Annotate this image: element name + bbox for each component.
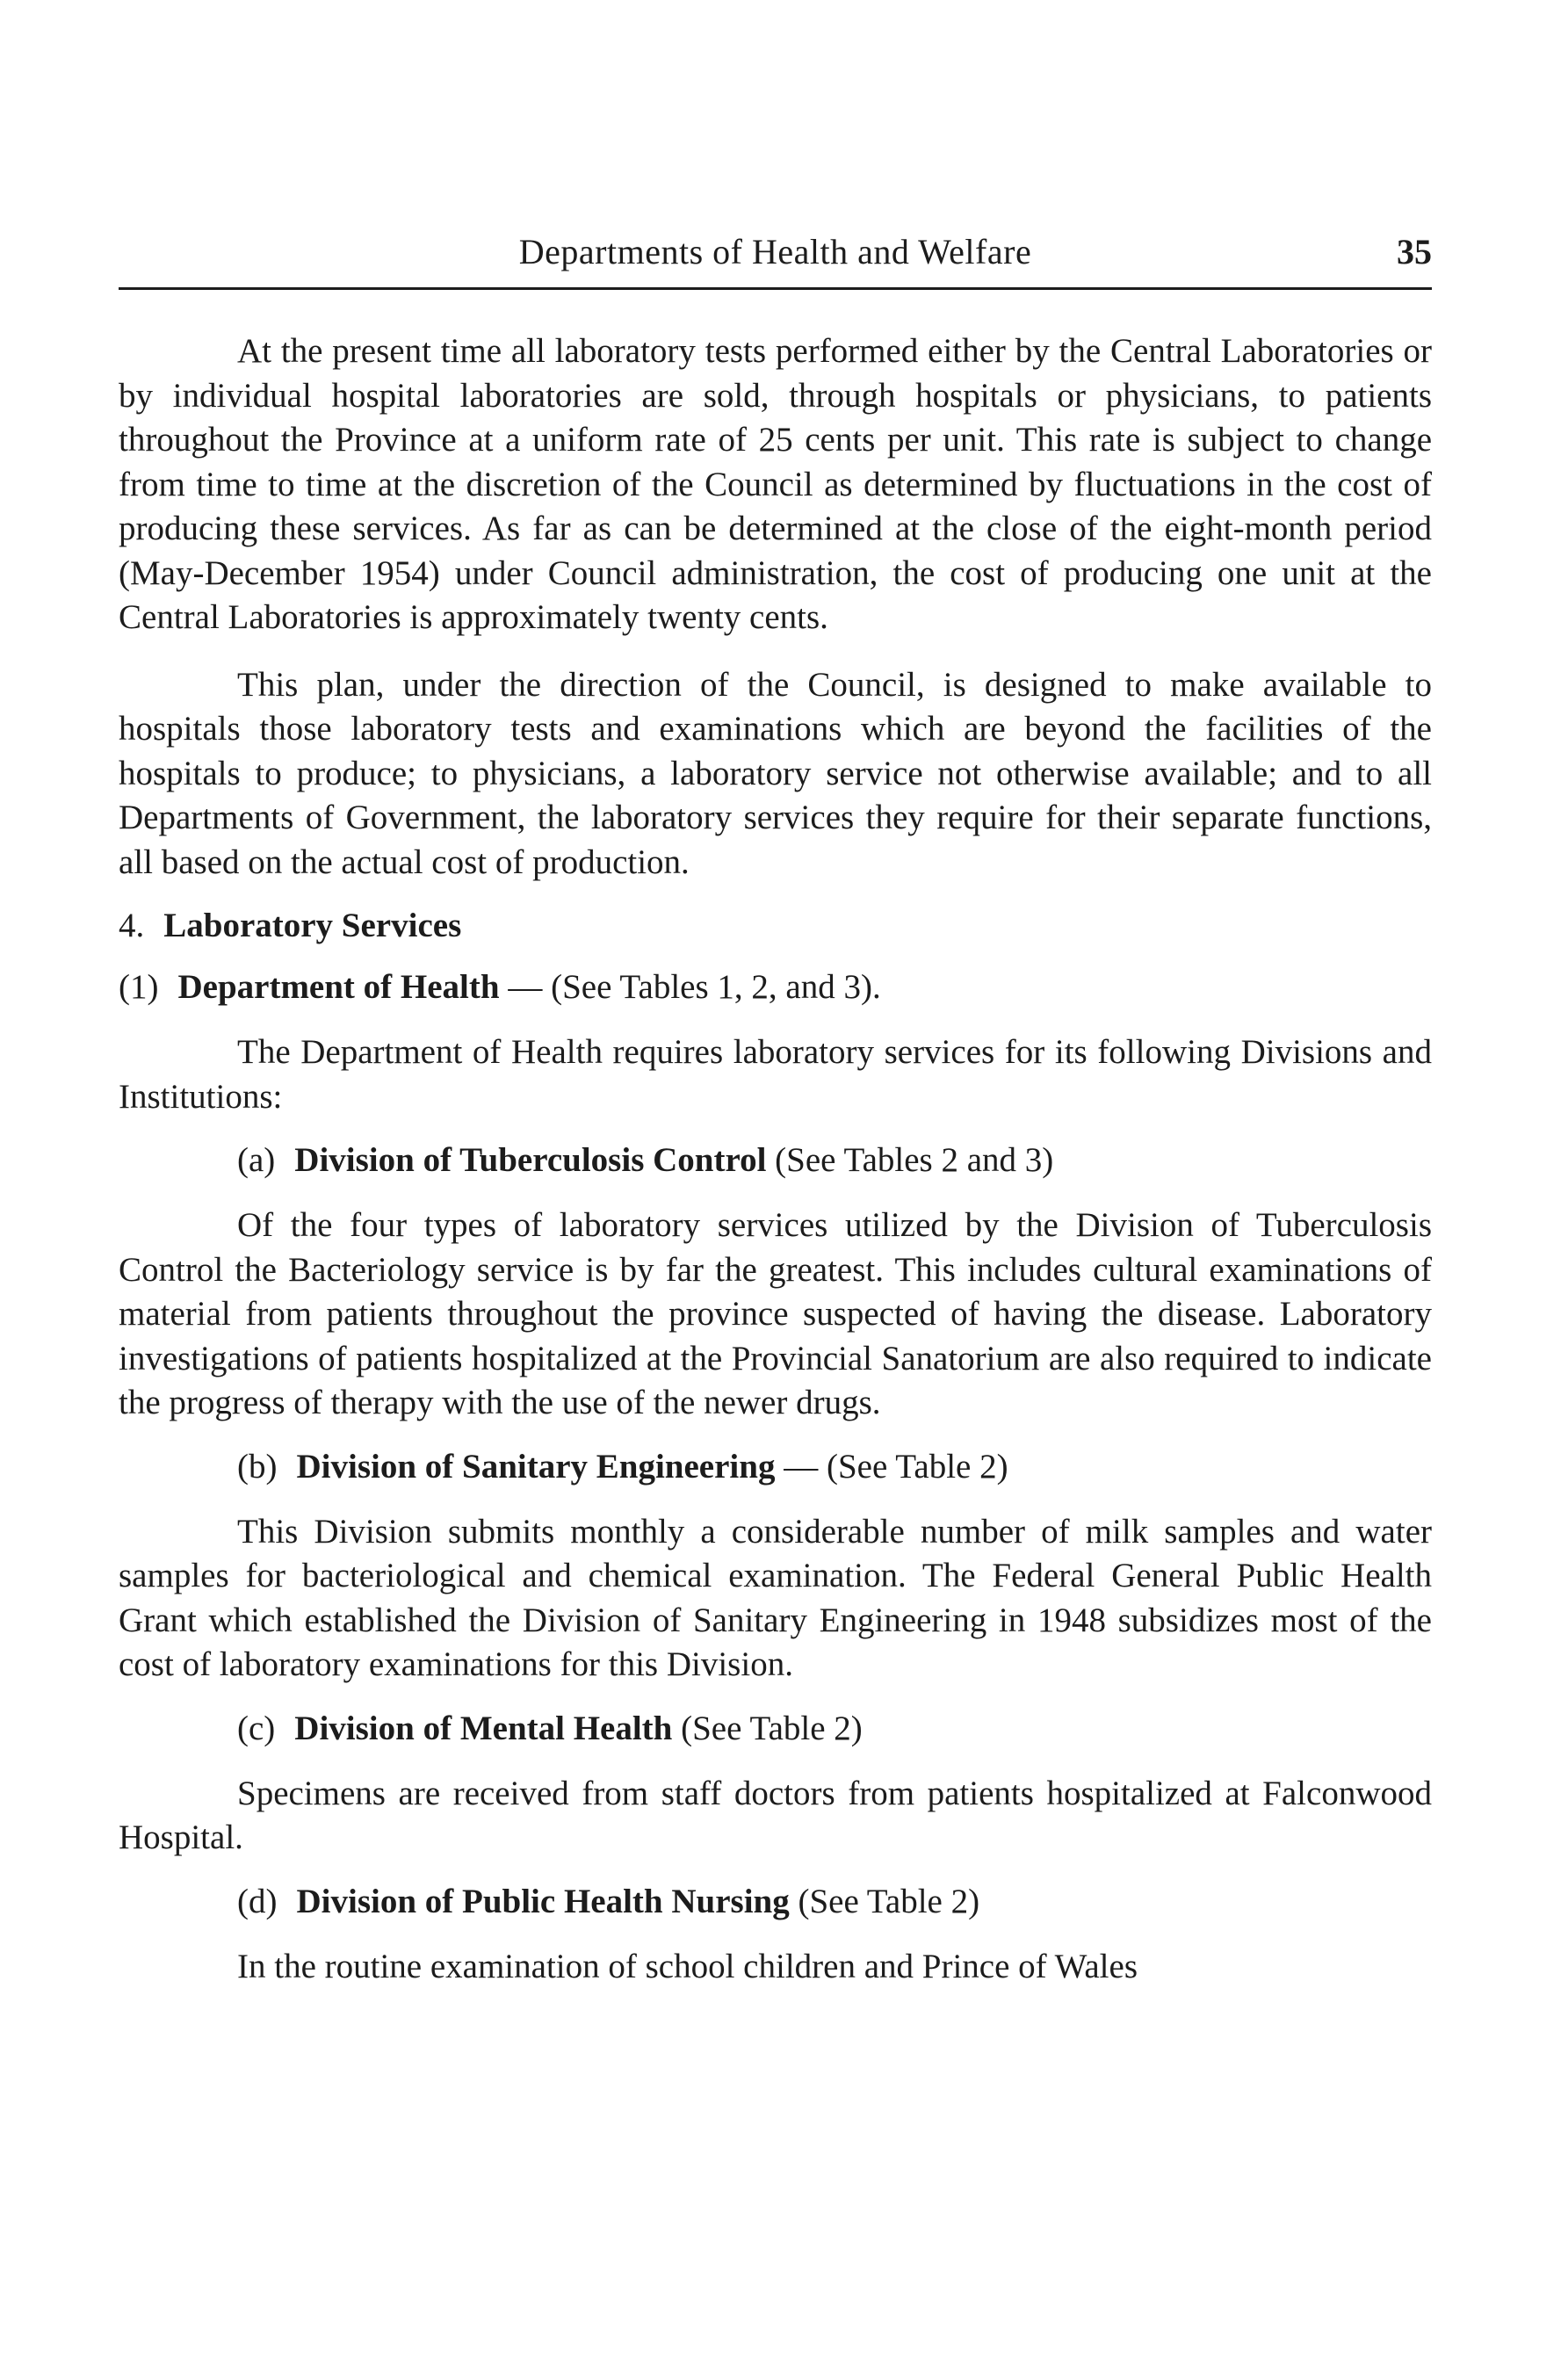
division-title: Division of Sanitary Engineering xyxy=(296,1447,776,1486)
division-table-ref: (See Tables 2 and 3) xyxy=(775,1141,1054,1179)
section-title: Laboratory Services xyxy=(163,907,462,944)
division-heading-tuberculosis xyxy=(119,1139,1432,1182)
division-letter: (c) xyxy=(237,1709,276,1747)
division-letter: (d) xyxy=(237,1882,278,1920)
running-head: Departments of Health and Welfare xyxy=(518,232,1032,271)
section-heading xyxy=(119,904,1432,948)
paragraph-mental-health: Specimens are received from staff doctors from patients hospitalized at Falconwood Hospital. xyxy=(119,1774,1432,1856)
page-header xyxy=(119,224,1432,286)
division-table-ref: — (See Table 2) xyxy=(784,1447,1008,1486)
division-heading-public-health-nursing xyxy=(119,1880,1432,1924)
division-table-ref: (See Table 2) xyxy=(798,1882,980,1920)
section-number: 4. xyxy=(119,907,145,944)
page-number: 35 xyxy=(1397,232,1432,271)
division-title: Division of Public Health Nursing xyxy=(296,1882,790,1920)
division-letter: (a) xyxy=(237,1141,276,1179)
division-letter: (b) xyxy=(237,1447,278,1486)
paragraph-public-health-nursing: In the routine examination of school children and Prince of Wales xyxy=(237,1947,1138,1985)
division-title: Division of Mental Health xyxy=(294,1709,673,1747)
subsection-heading-health xyxy=(119,965,1432,1009)
header-rule xyxy=(119,287,1432,290)
page-body xyxy=(119,329,1432,1989)
division-title: Division of Tuberculosis Control xyxy=(294,1141,767,1179)
paragraph-plan-purpose: This plan, under the direction of the Council, is designed to make available to hospitals those laboratory tests and examinations which are beyond the facilities of the hospitals to produce; to physicians, a laboratory service not otherwise available; and to all Departments of Government, the laboratory services they require for their separate functions, all based on the actual cost of production. xyxy=(119,665,1432,881)
subsection-title: Department of Health xyxy=(177,968,500,1006)
division-heading-mental-health xyxy=(119,1707,1432,1751)
paragraph-department-requirements: The Department of Health requires laboratory services for its following Divisions and Institutions: xyxy=(119,1033,1432,1116)
paragraph-lab-test-pricing: At the present time all laboratory tests performed either by the Central Laboratories or by individual hospital laboratories are sold, through hospitals or physicians, to patients throughout the Province at a uniform rate of 25 cents per unit. This rate is subject to change from time to time at the discretion of the Council as determined by fluctuations in the cost of producing these services. As far as can be determined at the close of the eight-month period (May-December 1954) under Council administration, the cost of producing one unit at the Central Laboratories is approximately twenty cents. xyxy=(119,332,1432,636)
division-table-ref: (See Table 2) xyxy=(681,1709,863,1747)
subsection-table-ref: — (See Tables 1, 2, and 3). xyxy=(508,968,881,1006)
division-heading-sanitary xyxy=(119,1445,1432,1489)
paragraph-sanitary: This Division submits monthly a considerable number of milk samples and water samples for bacteriological and chemical examination. The Federal General Public Health Grant which established the Division of Sanitary Engineering in 1948 subsidizes most of the cost of laboratory examinations for this Division. xyxy=(119,1512,1432,1683)
paragraph-tuberculosis: Of the four types of laboratory services utilized by the Division of Tuberculosis Control the Bacteriology service is by far the greatest. This includes cultural examinations of material from patients throughout the province suspected of having the disease. Laboratory investigations of patients hospitalized at the Provincial Sanatorium are also required to indicate the progress of therapy with the use of the newer drugs. xyxy=(119,1206,1432,1421)
subsection-number: (1) xyxy=(119,968,159,1006)
